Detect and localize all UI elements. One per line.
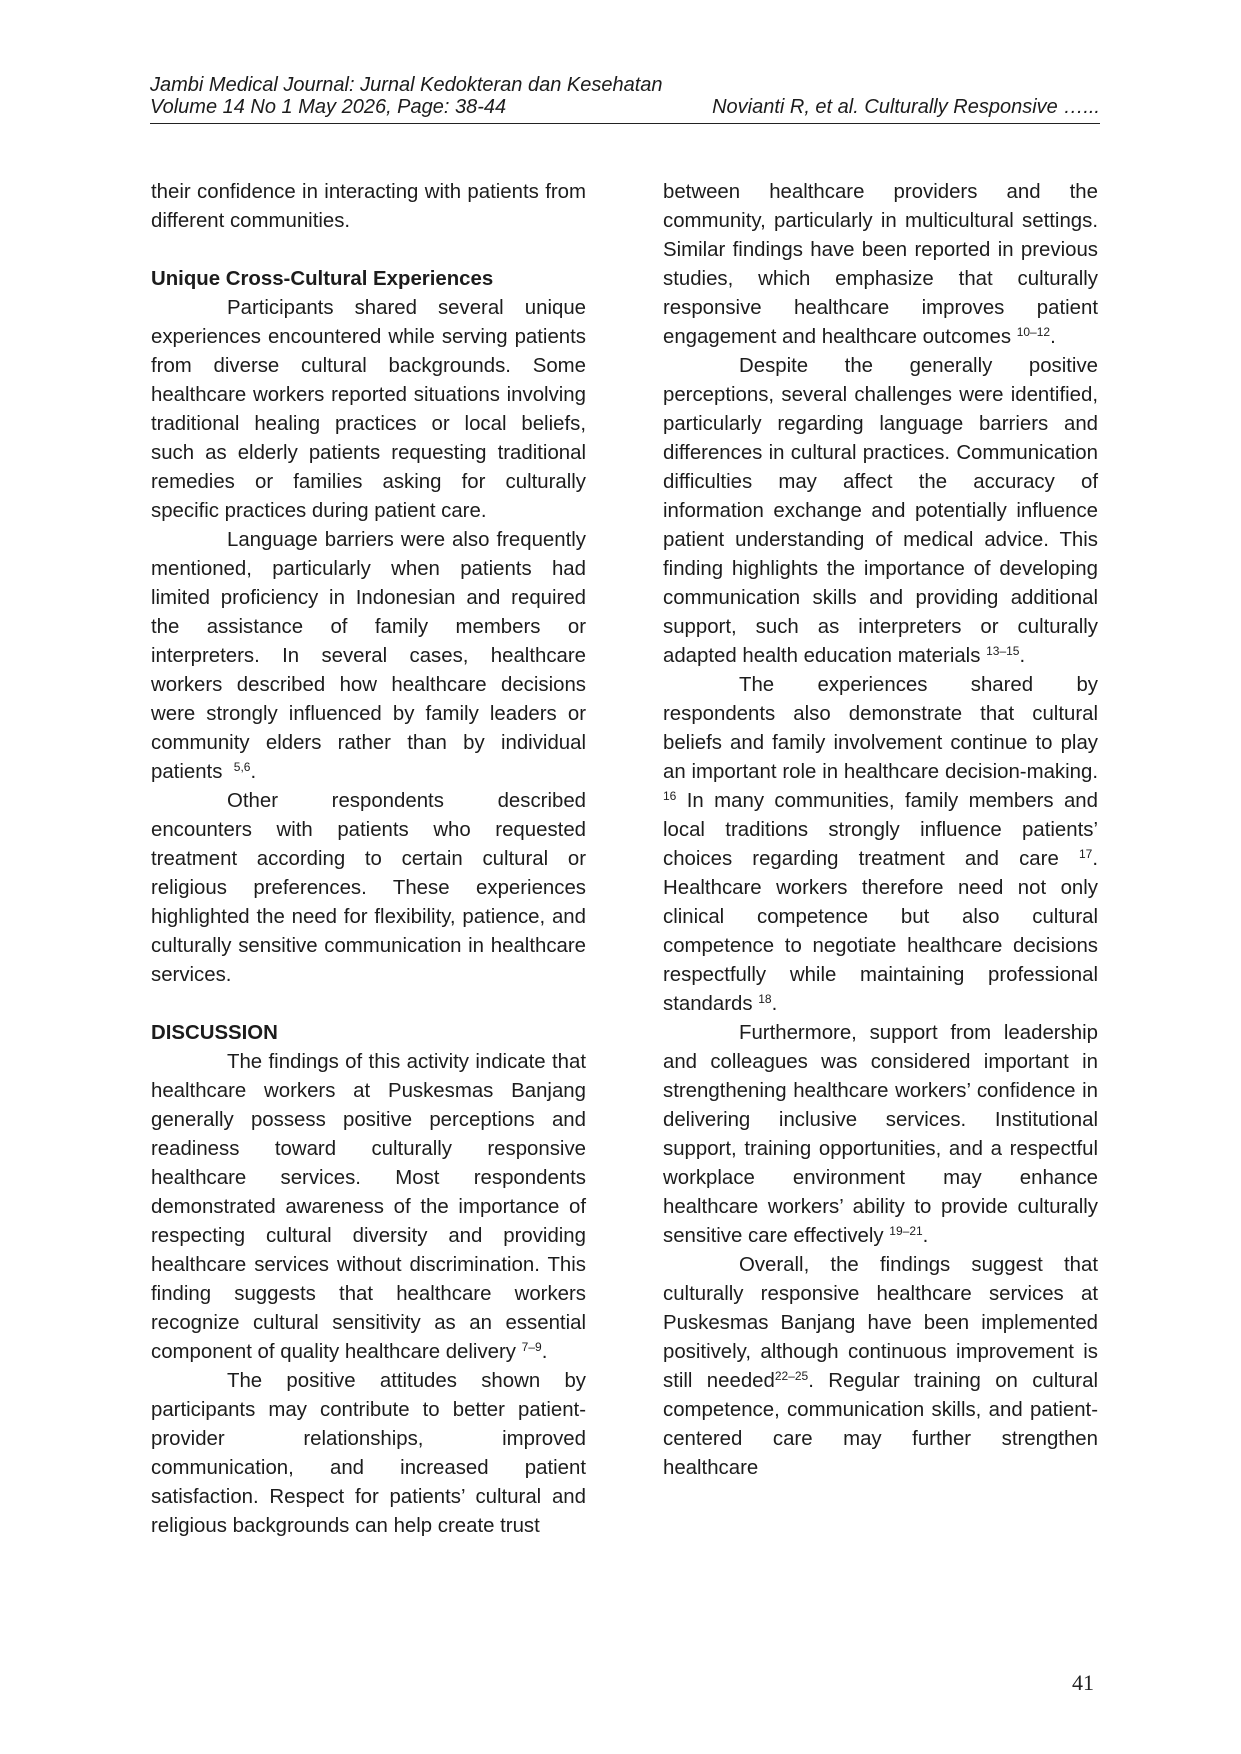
citation: 22–25 — [774, 1369, 809, 1383]
paragraph: The experiences shared by respondents also demonstrate that cultural beliefs and family involvement continue to play an important role in healthcare decision-making. $^{16}$ In many communities, family members and local traditions strongly influence patients’ choices regarding treatment and care $^{17}$. Healthcare workers therefore need not only clinical competence but also cultural competence to negotiate healthcare decisions respectfully while maintaining professional standards $^{18}$. — [663, 674, 1098, 1015]
citation: 10–12 — [1016, 325, 1051, 339]
citation: 7–9 — [521, 1340, 542, 1354]
paragraph: Language barriers were also frequently mentioned, particularly when patients had limited proficiency in Indonesian and required the assistance of family members or interpreters. In several cases, healthcare workers described how healthcare decisions were strongly influenced by family leaders or community elders rather than by individual patients $^{5,6}$. — [151, 529, 586, 783]
paragraph: The findings of this activity indicate that healthcare workers at Puskesmas Banjang generally possess positive perceptions and readiness toward culturally responsive healthcare services. Most respondents demonstrated awareness of the importance of respecting cultural diversity and providing healthcare services without discrimination. This finding suggests that healthcare workers recognize cultural sensitivity as an essential component of quality healthcare delivery $^{7-9}$. — [151, 1051, 586, 1363]
right-column — [663, 178, 1098, 1483]
citation: 17 — [1078, 847, 1093, 861]
page-number: 41 — [1072, 1670, 1094, 1695]
paragraph: between healthcare providers and the community, particularly in multicultural settings. Similar findings have been reported in previous studies, which emphasize that culturally responsive healthcare improves patient engagement and healthcare outcomes $^{10-12}$. — [663, 181, 1098, 348]
running-title: Novianti R, et al. Culturally Responsive …... — [712, 96, 1100, 118]
volume-info: Volume 14 No 1 May 2026, Page: 38-44 — [150, 96, 507, 118]
paragraph: their confidence in interacting with patients from different communities. — [151, 181, 586, 232]
citation: 16 — [663, 789, 677, 803]
paragraph: Despite the generally positive perceptions, several challenges were identified, particularly regarding language barriers and differences in cultural practices. Communication difficulties may affect the accuracy of information exchange and potentially influence patient understanding of medical advice. This finding highlights the importance of developing communication skills and providing additional support, such as interpreters or culturally adapted health education materials $^{13-15}$. — [663, 355, 1098, 667]
header-rule — [150, 123, 1100, 124]
journal-name: Jambi Medical Journal: Jurnal Kedokteran dan Kesehatan — [150, 74, 663, 96]
section-heading: Unique Cross-Cultural Experiences — [151, 268, 494, 290]
citation: 5,6 — [233, 760, 251, 774]
section-heading: DISCUSSION — [151, 1022, 278, 1044]
paragraph: Furthermore, support from leadership and colleagues was considered important in strengthening healthcare workers’ confidence in delivering inclusive services. Institutional support, training opportunities, and a respectful workplace environment may enhance healthcare workers’ ability to provide culturally sensitive care effectively $^{19-21}$. — [663, 1022, 1098, 1247]
citation: 19–21 — [889, 1224, 923, 1238]
citation: 13–15 — [986, 644, 1020, 658]
citation: 18 — [758, 992, 772, 1006]
running-header — [150, 74, 1100, 118]
header-row — [150, 96, 1100, 118]
paragraph: Other respondents described encounters with patients who requested treatment according to certain cultural or religious preferences. These experiences highlighted the need for flexibility, patience, and culturally sensitive communication in healthcare services. — [151, 790, 586, 986]
left-column — [151, 178, 586, 1541]
paragraph: The positive attitudes shown by participants may contribute to better patient-provider relationships, improved communication, and increased patient satisfaction. Respect for patients’ cultural and religious backgrounds can help create trust — [151, 1370, 586, 1537]
paragraph: Overall, the findings suggest that culturally responsive healthcare services at Puskesmas Banjang have been implemented positively, although continuous improvement is still needed$^{22-25}$. Regular training on cultural competence, communication skills, and patient-centered care may further strengthen healthcare — [663, 1254, 1098, 1479]
paragraph: Participants shared several unique experiences encountered while serving patients from diverse cultural backgrounds. Some healthcare workers reported situations involving traditional healing practices or local beliefs, such as elderly patients requesting traditional remedies or families asking for culturally specific practices during patient care. — [151, 297, 586, 522]
